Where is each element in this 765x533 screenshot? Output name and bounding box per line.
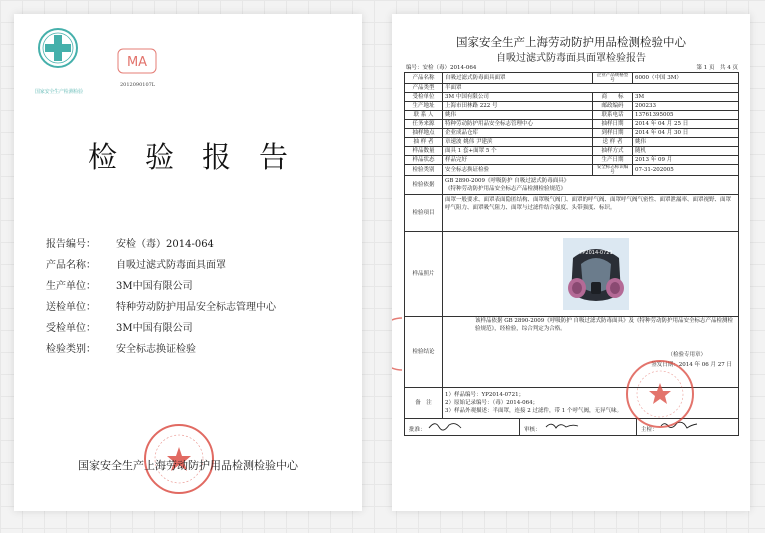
cell-label: 送 样 者	[593, 138, 633, 147]
table-row	[405, 138, 739, 147]
logo-caption: 国家安全生产检测检验	[34, 89, 83, 95]
cma-number: 2012090107L	[120, 82, 156, 88]
approver-signature-icon	[427, 419, 467, 431]
cell-label: 商 标	[593, 93, 633, 102]
cell-label: 检验类别	[405, 165, 443, 176]
cell-label: 受检单位	[405, 93, 443, 102]
cover-field-value: 安检（毒）2014-064	[116, 239, 214, 250]
cell-value: 6000（中国 3M）	[633, 73, 739, 84]
table-row	[405, 232, 739, 317]
cover-field-value: 特种劳动防护用品安全标志管理中心	[116, 302, 276, 313]
cell-value: 章速波 姚伟 尹建滨	[443, 138, 593, 147]
cover-field-row	[46, 276, 346, 297]
table-row	[405, 84, 739, 93]
inspection-seal-icon	[624, 358, 696, 430]
cell-value: 上海市田林路 222 号	[443, 102, 593, 111]
cell-value: 姚伟	[443, 111, 593, 120]
report-number: 编号：安检（毒）2014-064	[406, 65, 477, 71]
cover-field-row	[46, 255, 346, 276]
cover-field-row	[46, 234, 346, 255]
cell-label: 抽样方式	[593, 147, 633, 156]
cover-field-value: 3M中国有限公司	[116, 281, 193, 292]
inspector-label: 主检：	[641, 427, 658, 433]
cma-mark-icon	[117, 48, 157, 74]
cell-label: 产品名称	[405, 73, 443, 84]
cell-label: 生产地址	[405, 102, 443, 111]
table-row	[405, 129, 739, 138]
cell-value: 面具 1 套+面罩 5 个	[443, 147, 593, 156]
table-row	[405, 120, 739, 129]
table-row	[405, 102, 739, 111]
cell-value: 样品完好	[443, 156, 593, 165]
conclusion-label: 检验结论	[405, 317, 443, 388]
items-value: 面罩一般要求、面罩表面隐匿结构、面罩吸气阀门、面罩的呼气阀、面罩呼气阀气密性、面罩泄漏率、面罩视野、面罩呼气阻力、面罩吸气阻力、面罩与过滤件结合强度、头带强度、标识。	[443, 195, 739, 232]
cell-label: 联 系 人	[405, 111, 443, 120]
photo-caption: YP2014-0721	[579, 250, 613, 256]
cell-value: 姚伟	[633, 138, 739, 147]
cell-value: 安全标志换证检验	[443, 165, 593, 176]
cover-field-label: 检验类别：	[46, 344, 96, 355]
cell-label: 邮政编码	[593, 102, 633, 111]
report-org-title: 国家安全生产上海劳动防护用品检测检验中心	[456, 35, 686, 49]
cover-field-row	[46, 339, 346, 360]
remark-2: 2）原始记录编号：（毒）2014-064；	[445, 400, 539, 406]
cell-label: 生产日期	[593, 156, 633, 165]
cell-value: 2013 年 09 月	[633, 156, 739, 165]
remark-3: 3）样品外观描述：半面罩，连接 2 过滤件，带 1 个呼气阀，无异气味。	[445, 408, 622, 414]
cover-field-label: 报告编号：	[46, 239, 96, 250]
page-title: 检验报告	[87, 140, 316, 174]
table-row	[405, 93, 739, 102]
conclusion-text: 该样品依据 GB 2890-2009《呼吸防护 自吸过滤式防毒面具》及《特种劳动防护用品安全标志产品检测检验规范》，经检验，综合判定为合格。	[475, 318, 734, 332]
report-cover-page	[14, 14, 362, 511]
basis-value: GB 2890-2009《呼吸防护 自吸过滤式防毒面具》 《特种劳动防护用品安全标志产品检测检验规范》	[443, 176, 739, 195]
cell-value: 3M 中国有限公司	[443, 93, 593, 102]
table-row	[405, 156, 739, 165]
inspection-report-page	[392, 14, 750, 511]
cell-value: 3M	[633, 93, 739, 102]
report-title: 自吸过滤式防毒面具面罩检验报告	[496, 53, 646, 64]
photo-label: 样品照片	[405, 232, 443, 317]
cell-label: 任务来源	[405, 120, 443, 129]
cell-value: 2014 年 04 月 30 日	[633, 129, 739, 138]
cover-field-value: 3M中国有限公司	[116, 323, 193, 334]
remarks-label: 备 注	[405, 388, 443, 419]
cover-field-label: 生产单位：	[46, 281, 96, 292]
reviewer-label: 审核：	[524, 427, 541, 433]
cell-value: 13761395005	[633, 111, 739, 120]
cover-info-list	[46, 234, 346, 360]
page-number: 第 1 页 共 4 页	[696, 65, 738, 71]
cell-value: 2014 年 04 月 25 日	[633, 120, 739, 129]
cover-field-value: 自吸过滤式防毒面具面罩	[116, 260, 226, 271]
cma-text: MA	[126, 55, 148, 70]
reviewer-signature-icon	[542, 419, 582, 431]
sample-photo	[563, 238, 629, 310]
cell-label: 安全标志标识编号	[593, 165, 633, 176]
cell-value: 随机	[633, 147, 739, 156]
cover-field-row	[46, 318, 346, 339]
items-label: 检验项目	[405, 195, 443, 232]
seal-text: （检验专用章）	[667, 352, 706, 358]
cell-label: 抽样地点	[405, 129, 443, 138]
cell-label: 抽样日期	[593, 120, 633, 129]
table-row	[405, 176, 739, 195]
cell-label: 样品数量	[405, 147, 443, 156]
approver-label: 批准：	[409, 427, 426, 433]
cell-value: 特种劳动防护用品安全标志管理中心	[443, 120, 593, 129]
table-row	[405, 111, 739, 120]
cell-label: 联系电话	[593, 111, 633, 120]
issuer-name: 国家安全生产上海劳动防护用品检测检验中心	[78, 459, 298, 472]
cell-value: 200233	[633, 102, 739, 111]
cell-value: 07-31-202005	[633, 165, 739, 176]
cell-label: 企业产品规格型号	[593, 73, 633, 84]
issue-date: 签发日期：2014 年 06 月 27 日	[651, 362, 732, 368]
cover-field-value: 安全标志换证检验	[116, 344, 196, 355]
cover-field-label: 受检单位：	[46, 323, 96, 334]
basis-label: 检验依据	[405, 176, 443, 195]
cell-label: 样品状态	[405, 156, 443, 165]
cell-label: 抽 样 者	[405, 138, 443, 147]
cover-field-row	[46, 297, 346, 318]
table-row	[405, 195, 739, 232]
cell-value: 自吸过滤式防毒面具面罩	[443, 73, 593, 84]
remark-1: 1）样品编号：YP2014-0721；	[445, 392, 525, 398]
table-row	[405, 147, 739, 156]
cross-page-seal-icon	[344, 314, 362, 374]
safety-cross-logo-icon	[36, 26, 80, 70]
table-row	[405, 165, 739, 176]
cover-field-label: 送检单位：	[46, 302, 96, 313]
cell-value: 企业成品仓库	[443, 129, 593, 138]
cover-field-label: 产品名称：	[46, 260, 96, 271]
cell-value: 半面罩	[443, 84, 739, 93]
cell-label: 到样日期	[593, 129, 633, 138]
cell-label: 产品类型	[405, 84, 443, 93]
table-row	[405, 73, 739, 84]
